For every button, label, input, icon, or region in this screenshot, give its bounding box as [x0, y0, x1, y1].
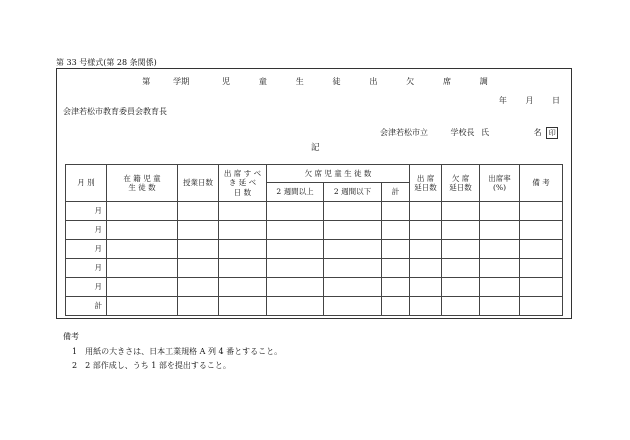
cell[interactable]: [520, 278, 563, 297]
cell[interactable]: [219, 221, 267, 240]
sender-line: [380, 127, 566, 139]
cell[interactable]: [107, 240, 178, 259]
cell[interactable]: [382, 240, 410, 259]
cell[interactable]: [267, 259, 324, 278]
date-day-label: 日: [552, 96, 560, 105]
attendance-table: [65, 164, 563, 316]
header-attend-days-line: 日 数: [233, 187, 252, 197]
date-line: [483, 97, 560, 105]
cell[interactable]: [267, 297, 324, 316]
cell[interactable]: [324, 297, 382, 316]
header-rate-line: 出席率: [488, 173, 511, 183]
cell[interactable]: [267, 221, 324, 240]
title-part: 出: [369, 76, 378, 86]
title-part: 調: [479, 76, 488, 86]
row-label: 月: [66, 278, 107, 297]
row-label: 月: [66, 240, 107, 259]
header-attend-total-line: 延日数: [414, 183, 437, 192]
cell[interactable]: [107, 259, 178, 278]
cell[interactable]: [480, 240, 520, 259]
header-class-days: 授業日数: [178, 165, 219, 202]
cell[interactable]: [480, 221, 520, 240]
cell[interactable]: [480, 259, 520, 278]
cell[interactable]: [267, 278, 324, 297]
title-part: 学期: [172, 76, 190, 86]
cell[interactable]: [442, 259, 480, 278]
header-month: 月 別: [66, 165, 107, 202]
cell[interactable]: [107, 278, 178, 297]
form-title: [0, 76, 630, 87]
school-label: 会津若松市立: [380, 128, 428, 137]
cell[interactable]: [442, 202, 480, 221]
date-month-label: 月: [525, 96, 534, 105]
header-over-2-weeks: 2 週間以上: [267, 183, 324, 202]
title-part: 第: [142, 76, 151, 86]
cell[interactable]: [324, 221, 382, 240]
header-attend-total-line: 出 席: [416, 173, 435, 183]
cell[interactable]: [410, 221, 442, 240]
note-item: 1 用紙の大きさは、日本工業規格 A 列 4 番とすること。: [72, 347, 283, 356]
header-remarks: 備 考: [520, 165, 563, 202]
cell[interactable]: [324, 240, 382, 259]
cell[interactable]: [480, 202, 520, 221]
header-attend-days: [219, 165, 267, 202]
title-part: 生: [295, 76, 304, 86]
title-part: 席: [442, 76, 452, 86]
cell[interactable]: [178, 240, 219, 259]
cell[interactable]: [410, 202, 442, 221]
cell[interactable]: [442, 221, 480, 240]
header-rate-line: (%): [493, 183, 507, 192]
cell[interactable]: [382, 297, 410, 316]
title-part: 欠: [406, 76, 415, 86]
cell[interactable]: [520, 259, 563, 278]
cell[interactable]: [410, 259, 442, 278]
title-part: 童: [258, 76, 267, 86]
name-suffix: 名: [533, 128, 542, 137]
cell[interactable]: [442, 240, 480, 259]
name-label: 氏: [481, 128, 490, 137]
form-label: 第 33 号様式(第 28 条関係): [56, 58, 157, 67]
cell[interactable]: [178, 297, 219, 316]
header-total: 計: [382, 183, 410, 202]
row-label: 月: [66, 259, 107, 278]
cell[interactable]: [410, 240, 442, 259]
cell[interactable]: [107, 297, 178, 316]
header-attend-days-line: 出 席 す べ: [223, 168, 262, 178]
cell[interactable]: [442, 297, 480, 316]
cell[interactable]: [520, 297, 563, 316]
cell[interactable]: [480, 278, 520, 297]
cell[interactable]: [178, 278, 219, 297]
header-absent-total-line: 欠 席: [451, 173, 470, 183]
cell[interactable]: [107, 221, 178, 240]
title-part: 児: [221, 76, 231, 86]
cell[interactable]: [267, 202, 324, 221]
cell[interactable]: [520, 240, 563, 259]
cell[interactable]: [219, 259, 267, 278]
cell[interactable]: [520, 202, 563, 221]
header-absent-total: [442, 165, 480, 202]
addressee: 会津若松市教育委員会教育長: [63, 107, 167, 116]
seal-stamp: 印: [546, 127, 558, 139]
cell[interactable]: [480, 297, 520, 316]
cell[interactable]: [324, 278, 382, 297]
header-attend-total: [410, 165, 442, 202]
principal-label: 学校長: [450, 128, 475, 137]
header-enrolled-line: 生 徒 数: [128, 183, 156, 192]
cell[interactable]: [382, 259, 410, 278]
cell[interactable]: [410, 297, 442, 316]
cell[interactable]: [219, 297, 267, 316]
row-label-total: 計: [66, 297, 107, 316]
cell[interactable]: [382, 202, 410, 221]
cell[interactable]: [178, 259, 219, 278]
cell[interactable]: [267, 240, 324, 259]
cell[interactable]: [442, 278, 480, 297]
cell[interactable]: [324, 202, 382, 221]
cell[interactable]: [107, 202, 178, 221]
cell[interactable]: [219, 278, 267, 297]
row-label: 月: [66, 202, 107, 221]
cell[interactable]: [178, 221, 219, 240]
title-part: 徒: [332, 76, 341, 86]
ki-heading: 記: [311, 143, 320, 153]
notes-title: 備考: [63, 332, 79, 341]
header-absent-total-line: 延日数: [449, 183, 472, 192]
note-item: 2 2 部作成し、うち 1 部を提出すること。: [72, 361, 231, 370]
date-year-label: 年: [498, 96, 507, 105]
header-enrolled-line: 在 籍 児 童: [123, 173, 161, 183]
cell[interactable]: [219, 202, 267, 221]
cell[interactable]: [382, 221, 410, 240]
cell[interactable]: [178, 202, 219, 221]
cell[interactable]: [219, 240, 267, 259]
cell[interactable]: [324, 259, 382, 278]
cell[interactable]: [520, 221, 563, 240]
header-enrolled: [107, 165, 178, 202]
row-label: 月: [66, 221, 107, 240]
header-attend-days-line: き 延 べ: [228, 178, 257, 188]
cell[interactable]: [382, 278, 410, 297]
header-rate: [480, 165, 520, 202]
header-under-2-weeks: 2 週間以下: [324, 183, 382, 202]
cell[interactable]: [410, 278, 442, 297]
header-absent-group: 欠 席 児 童 生 徒 数: [267, 165, 410, 183]
